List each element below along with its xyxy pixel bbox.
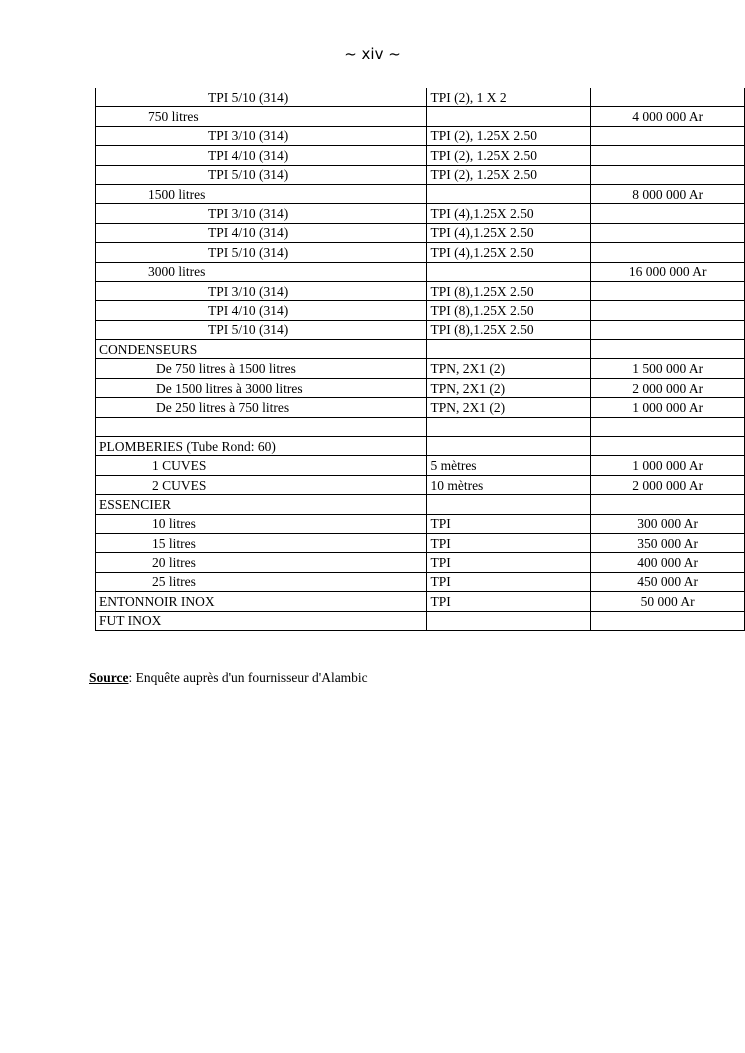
table-row bbox=[96, 88, 745, 107]
cell-spec: TPI bbox=[427, 553, 591, 572]
cell-spec: TPI bbox=[427, 514, 591, 533]
cell-spec bbox=[427, 184, 591, 203]
cell-item: TPI 4/10 (314) bbox=[96, 223, 427, 242]
cell-item: 20 litres bbox=[96, 553, 427, 572]
cell-item: TPI 3/10 (314) bbox=[96, 204, 427, 223]
cell-item: ENTONNOIR INOX bbox=[96, 592, 427, 611]
cell-spec: TPN, 2X1 (2) bbox=[427, 398, 591, 417]
cell-price: 300 000 Ar bbox=[591, 514, 745, 533]
cell-item: TPI 4/10 (314) bbox=[96, 301, 427, 320]
cell-spec bbox=[427, 495, 591, 514]
cell-item: TPI 5/10 (314) bbox=[96, 320, 427, 339]
cell-spec: TPI (2), 1.25X 2.50 bbox=[427, 146, 591, 165]
cell-item: 25 litres bbox=[96, 572, 427, 591]
cell-spec bbox=[427, 437, 591, 456]
cell-spec bbox=[427, 611, 591, 630]
cell-price bbox=[591, 281, 745, 300]
cell-price bbox=[591, 146, 745, 165]
cell-price bbox=[591, 320, 745, 339]
cell-spec: TPI (4),1.25X 2.50 bbox=[427, 223, 591, 242]
cell-price bbox=[591, 611, 745, 630]
cell-price: 50 000 Ar bbox=[591, 592, 745, 611]
cell-spec: TPI (2), 1 X 2 bbox=[427, 88, 591, 107]
cell-item: TPI 5/10 (314) bbox=[96, 165, 427, 184]
cell-spec: TPI (8),1.25X 2.50 bbox=[427, 301, 591, 320]
cell-item: 15 litres bbox=[96, 533, 427, 552]
table-row bbox=[96, 340, 745, 359]
table-row bbox=[96, 398, 745, 417]
cell-item bbox=[96, 417, 427, 436]
cell-item: 1500 litres bbox=[96, 184, 427, 203]
cell-price bbox=[591, 165, 745, 184]
cell-price bbox=[591, 88, 745, 107]
cell-price: 16 000 000 Ar bbox=[591, 262, 745, 281]
cell-price bbox=[591, 223, 745, 242]
table-row bbox=[96, 533, 745, 552]
cell-spec bbox=[427, 417, 591, 436]
cell-price: 1 000 000 Ar bbox=[591, 398, 745, 417]
table-row bbox=[96, 262, 745, 281]
cell-spec: TPN, 2X1 (2) bbox=[427, 378, 591, 397]
cell-spec: 10 mètres bbox=[427, 475, 591, 494]
table-row bbox=[96, 553, 745, 572]
cell-item: 750 litres bbox=[96, 107, 427, 126]
cell-price bbox=[591, 126, 745, 145]
table-row bbox=[96, 495, 745, 514]
cell-spec: TPI bbox=[427, 533, 591, 552]
cell-item: TPI 5/10 (314) bbox=[96, 243, 427, 262]
cell-item: TPI 3/10 (314) bbox=[96, 126, 427, 145]
cell-price bbox=[591, 495, 745, 514]
cell-spec bbox=[427, 107, 591, 126]
cell-price bbox=[591, 437, 745, 456]
cell-item: TPI 3/10 (314) bbox=[96, 281, 427, 300]
table-row bbox=[96, 146, 745, 165]
cell-price bbox=[591, 340, 745, 359]
source-label: Source bbox=[89, 670, 129, 685]
table-row bbox=[96, 359, 745, 378]
cell-price: 1 500 000 Ar bbox=[591, 359, 745, 378]
table-row bbox=[96, 456, 745, 475]
cell-price: 4 000 000 Ar bbox=[591, 107, 745, 126]
cell-spec: TPI (2), 1.25X 2.50 bbox=[427, 126, 591, 145]
cell-item: 2 CUVES bbox=[96, 475, 427, 494]
cell-spec: TPI (4),1.25X 2.50 bbox=[427, 243, 591, 262]
table-row bbox=[96, 204, 745, 223]
page-number: ~ xiv ~ bbox=[344, 45, 401, 63]
equipment-cost-table bbox=[95, 88, 745, 631]
cell-spec: TPI (2), 1.25X 2.50 bbox=[427, 165, 591, 184]
source-text: : Enquête auprès d'un fournisseur d'Alambic bbox=[128, 670, 368, 685]
cell-price bbox=[591, 417, 745, 436]
table-row bbox=[96, 165, 745, 184]
cell-item: De 250 litres à 750 litres bbox=[96, 398, 427, 417]
table-row bbox=[96, 572, 745, 591]
table-row bbox=[96, 514, 745, 533]
cell-spec: TPI bbox=[427, 592, 591, 611]
cell-item: PLOMBERIES (Tube Rond: 60) bbox=[96, 437, 427, 456]
cell-price bbox=[591, 204, 745, 223]
table-row bbox=[96, 320, 745, 339]
cell-item: De 750 litres à 1500 litres bbox=[96, 359, 427, 378]
cell-price bbox=[591, 243, 745, 262]
table-row bbox=[96, 184, 745, 203]
cell-price: 1 000 000 Ar bbox=[591, 456, 745, 475]
table-body bbox=[96, 88, 745, 630]
cell-item: 3000 litres bbox=[96, 262, 427, 281]
table-row bbox=[96, 378, 745, 397]
table-row bbox=[96, 611, 745, 630]
cell-price: 8 000 000 Ar bbox=[591, 184, 745, 203]
cell-spec: TPI bbox=[427, 572, 591, 591]
cell-price: 400 000 Ar bbox=[591, 553, 745, 572]
cell-item: De 1500 litres à 3000 litres bbox=[96, 378, 427, 397]
table-row bbox=[96, 126, 745, 145]
table-row bbox=[96, 243, 745, 262]
cell-spec: 5 mètres bbox=[427, 456, 591, 475]
cell-item: CONDENSEURS bbox=[96, 340, 427, 359]
cell-item: 1 CUVES bbox=[96, 456, 427, 475]
cell-spec bbox=[427, 262, 591, 281]
table-row bbox=[96, 592, 745, 611]
table-row bbox=[96, 281, 745, 300]
cell-price bbox=[591, 301, 745, 320]
table-row bbox=[96, 301, 745, 320]
cell-price: 2 000 000 Ar bbox=[591, 378, 745, 397]
cell-price: 350 000 Ar bbox=[591, 533, 745, 552]
cell-item: FUT INOX bbox=[96, 611, 427, 630]
table-row bbox=[96, 437, 745, 456]
cell-price: 450 000 Ar bbox=[591, 572, 745, 591]
cell-spec: TPI (4),1.25X 2.50 bbox=[427, 204, 591, 223]
cell-item: TPI 5/10 (314) bbox=[96, 88, 427, 107]
cell-spec: TPN, 2X1 (2) bbox=[427, 359, 591, 378]
table-row bbox=[96, 223, 745, 242]
cell-spec bbox=[427, 340, 591, 359]
cell-spec: TPI (8),1.25X 2.50 bbox=[427, 281, 591, 300]
table-row bbox=[96, 475, 745, 494]
cell-item: 10 litres bbox=[96, 514, 427, 533]
table-row bbox=[96, 417, 745, 436]
cell-item: ESSENCIER bbox=[96, 495, 427, 514]
cell-item: TPI 4/10 (314) bbox=[96, 146, 427, 165]
cell-spec: TPI (8),1.25X 2.50 bbox=[427, 320, 591, 339]
cell-price: 2 000 000 Ar bbox=[591, 475, 745, 494]
source-note bbox=[89, 669, 368, 687]
table-row bbox=[96, 107, 745, 126]
